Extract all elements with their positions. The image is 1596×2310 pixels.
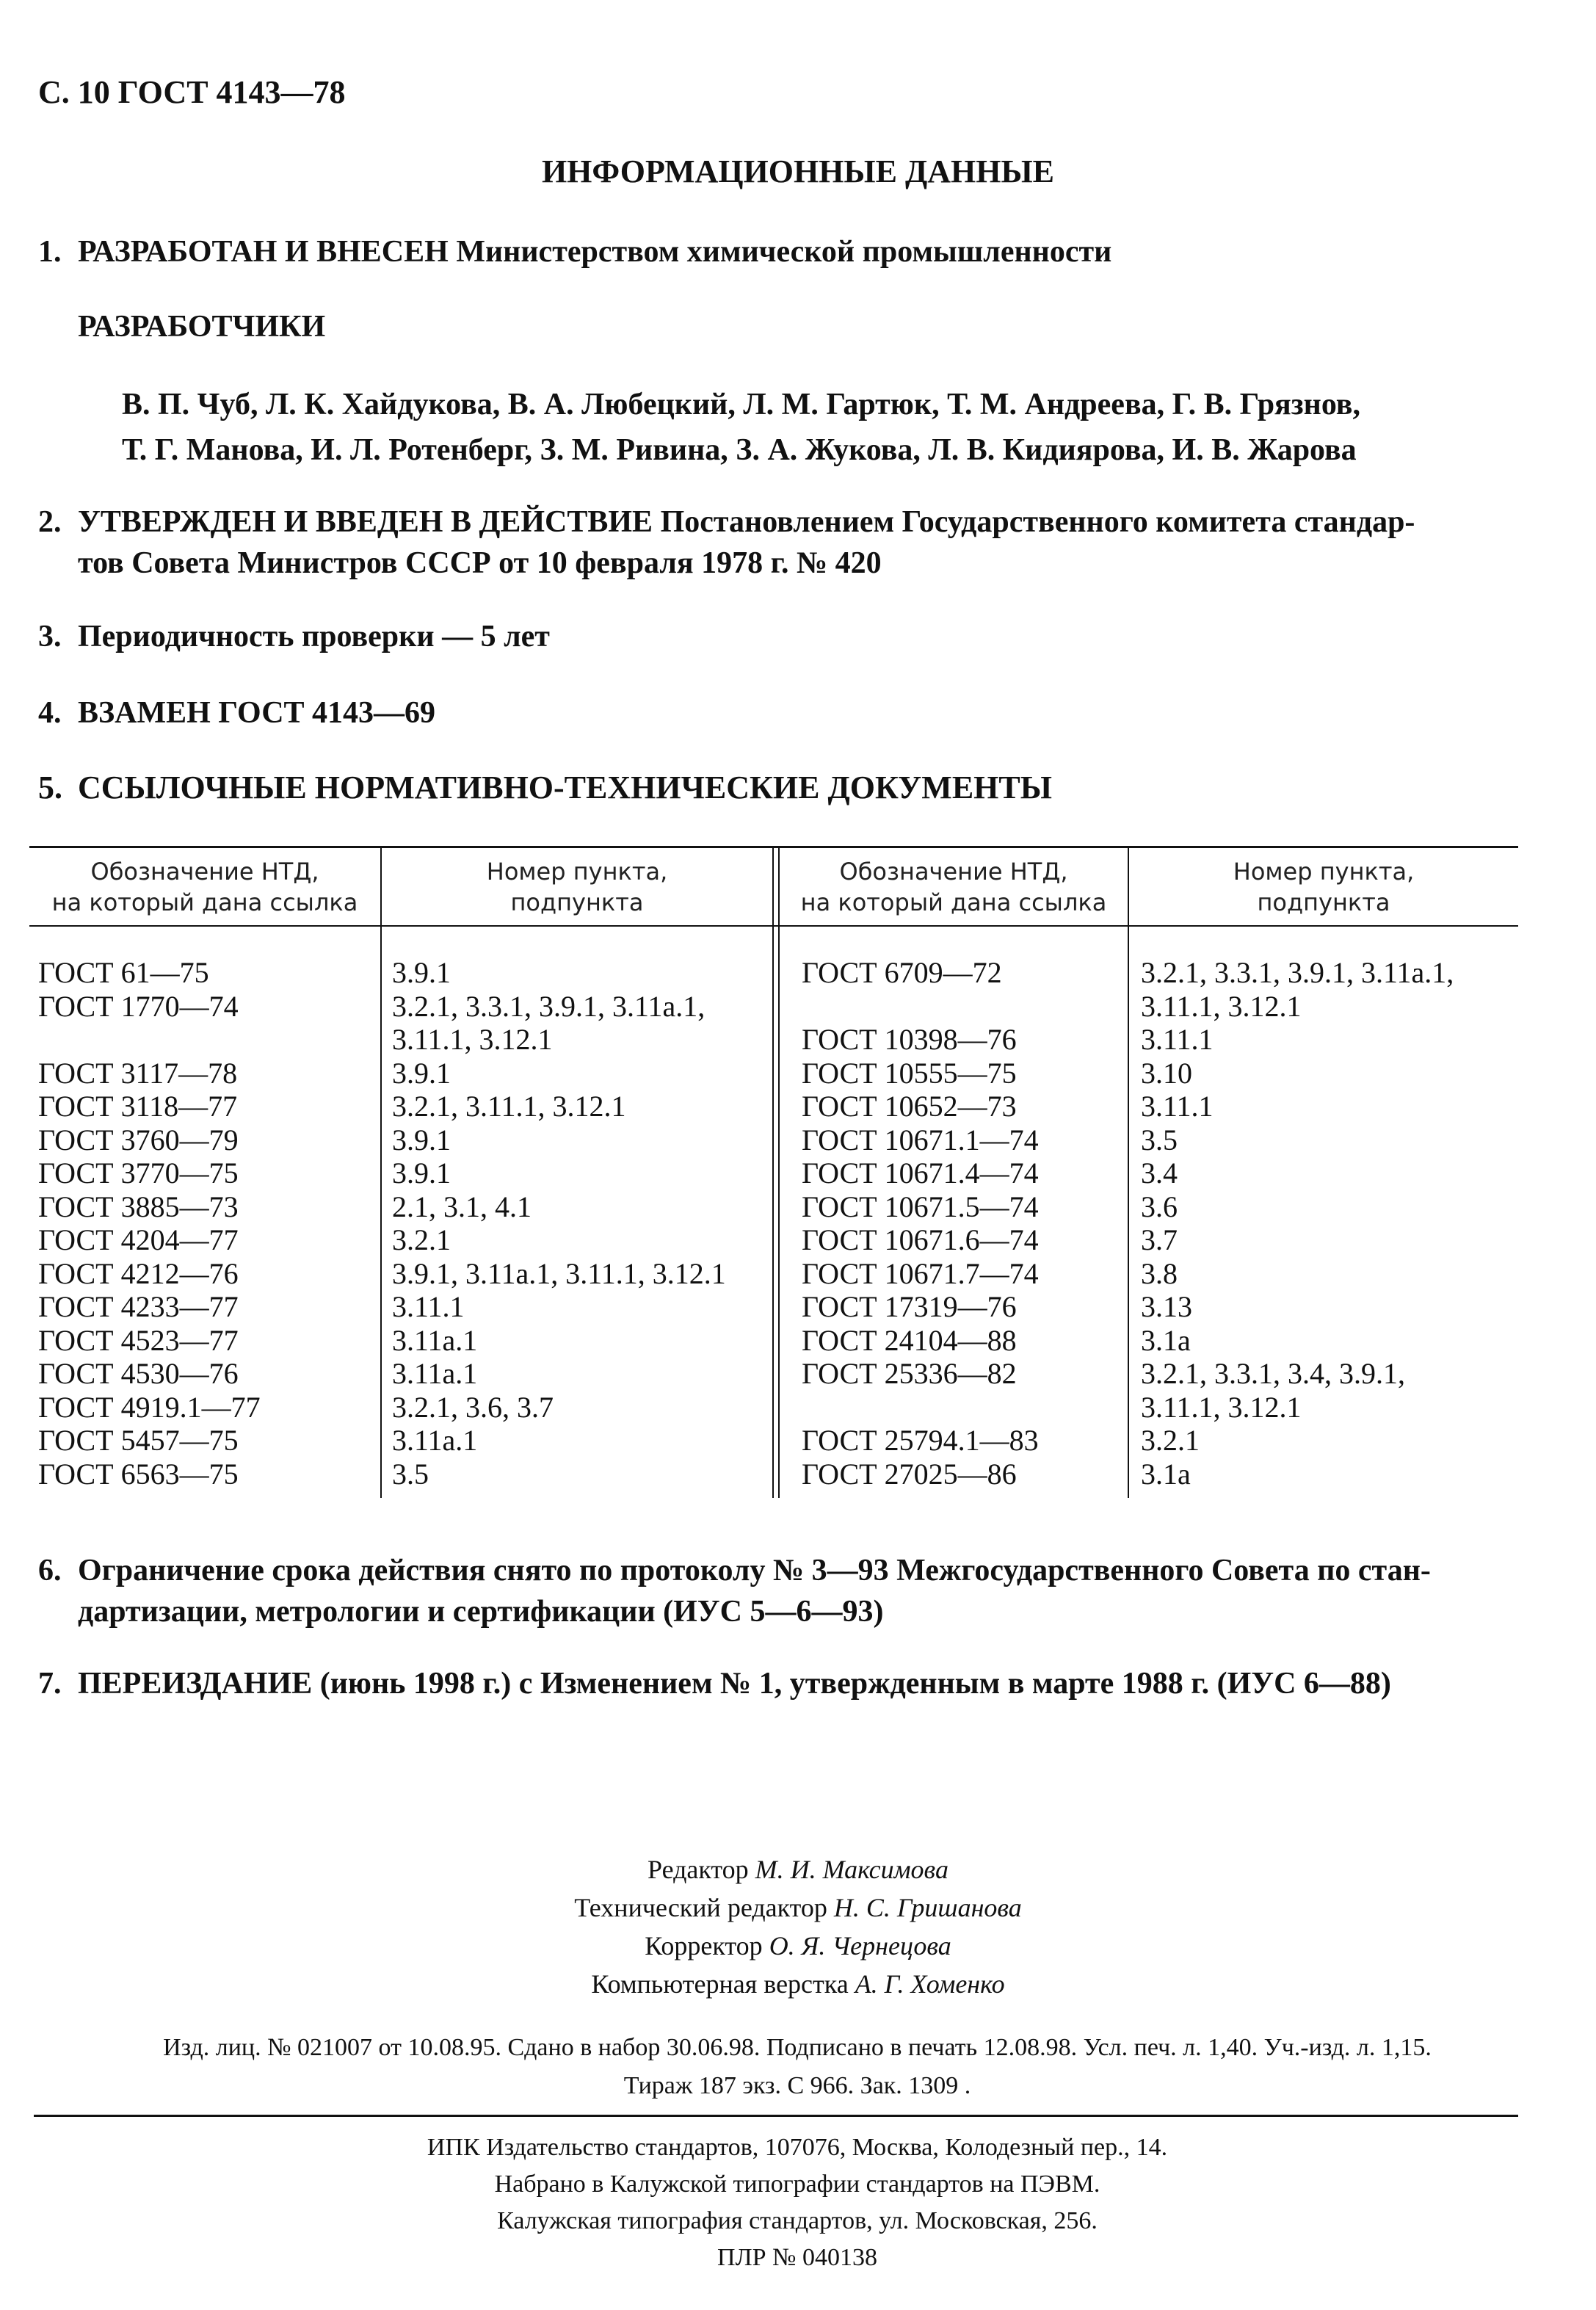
page-header: С. 10 ГОСТ 4143—78 — [38, 74, 346, 110]
table-header-doc-left-text: Обозначение НТД, на который дана ссылка — [51, 858, 358, 916]
table-cell: 3.9.1 — [392, 1156, 451, 1190]
printer-line-1: ИПК Издательство стандартов, 107076, Москва, Колодезный пер., 14. — [427, 2134, 1168, 2161]
table-cell: ГОСТ 4204—77 — [38, 1223, 239, 1256]
table-cell: 3.6 — [1141, 1190, 1178, 1223]
table-cell: 3.5 — [1141, 1123, 1178, 1156]
table-divider-2a — [772, 846, 774, 1498]
table-cell: ГОСТ 4212—76 — [38, 1256, 239, 1290]
table-divider-3 — [1128, 846, 1129, 1498]
table-divider-1 — [380, 846, 382, 1498]
table-cell: 3.2.1, 3.3.1, 3.9.1, 3.11а.1, — [1141, 956, 1454, 989]
table-column-right-points — [1141, 956, 1454, 1491]
table-header-point-right-text: Номер пункта, подпункта — [1233, 858, 1415, 916]
section-2 — [38, 499, 1521, 545]
imprint-layout-label: Компьютерная верстка — [591, 1969, 849, 1999]
developers-names-line-1: В. П. Чуб, Л. К. Хайдукова, В. А. Любецкий, Л. М. Гартюк, Т. М. Андреева, Г. В. Грязнов, — [122, 388, 1360, 421]
table-cell: 3.13 — [1141, 1290, 1192, 1323]
table-cell: ГОСТ 4530—76 — [38, 1357, 239, 1390]
table-cell: ГОСТ 6709—72 — [802, 956, 1002, 989]
table-cell: ГОСТ 61—75 — [38, 956, 209, 989]
section-3 — [38, 614, 550, 659]
table-cell: ГОСТ 10671.6—74 — [802, 1223, 1039, 1256]
section-6-line-1: Ограничение срока действия снято по протоколу № 3—93 Межгосударственного Совета по стан- — [78, 1554, 1431, 1587]
printer-line-2: Набрано в Калужской типографии стандартов на ПЭВМ. — [494, 2170, 1100, 2198]
imprint-editor-name: М. И. Максимова — [755, 1855, 948, 1884]
table-cell: 2.1, 3.1, 4.1 — [392, 1190, 532, 1223]
table-cell: 3.2.1, 3.11.1, 3.12.1 — [392, 1090, 626, 1123]
section-3-text: Периодичность проверки — 5 лет — [78, 620, 550, 653]
table-cell: ГОСТ 27025—86 — [802, 1457, 1017, 1491]
table-header-doc-right — [780, 856, 1128, 918]
section-2-lead: УТВЕРЖДЕН И ВВЕДЕН В ДЕЙСТВИЕ — [78, 505, 653, 539]
section-6-line-2: дартизации, метрологии и сертификации (ИУС 5—6—93) — [78, 1595, 884, 1629]
table-cell: ГОСТ 3770—75 — [38, 1156, 239, 1190]
imprint-editor — [0, 1850, 1596, 1889]
section-2-text-line-1: Постановлением Государственного комитета стандар- — [660, 505, 1415, 539]
section-5-number: 5. — [38, 770, 62, 805]
table-cell: 3.1а — [1141, 1323, 1191, 1357]
table-cell: ГОСТ 4523—77 — [38, 1323, 239, 1357]
table-cell: ГОСТ 4233—77 — [38, 1290, 239, 1323]
section-5 — [38, 765, 1052, 811]
table-header-point-right — [1129, 856, 1518, 918]
section-4 — [38, 690, 435, 736]
section-4-text: ВЗАМЕН ГОСТ 4143—69 — [78, 696, 436, 730]
table-cell: 3.1а — [1141, 1457, 1191, 1491]
publication-line-1: Изд. лиц. № 021007 от 10.08.95. Сдано в набор 30.06.98. Подписано в печать 12.08.98. Усл. печ. л. 1,40. Уч.-изд. л. 1,15. — [163, 2034, 1432, 2061]
section-6 — [38, 1548, 1431, 1593]
table-header-point-left-text: Номер пункта, подпункта — [486, 858, 668, 916]
imprint-editor-label: Редактор — [648, 1855, 749, 1884]
printer-line-4: ПЛР № 040138 — [717, 2244, 877, 2271]
table-cell: ГОСТ 10671.5—74 — [802, 1190, 1039, 1223]
section-4-number: 4. — [38, 696, 62, 730]
table-top-rule — [29, 846, 1518, 848]
reference-table — [29, 846, 1518, 1498]
table-cell: 3.9.1, 3.11а.1, 3.11.1, 3.12.1 — [392, 1256, 726, 1290]
table-cell: 3.11а.1 — [392, 1323, 478, 1357]
table-cell: ГОСТ 1770—74 — [38, 989, 239, 1023]
table-cell: ГОСТ 10555—75 — [802, 1056, 1017, 1090]
table-cell: ГОСТ 3117—78 — [38, 1056, 238, 1090]
section-7-number: 7. — [38, 1667, 62, 1701]
table-cell: ГОСТ 5457—75 — [38, 1424, 239, 1457]
publication-line-2: Тираж 187 экз. С 966. Зак. 1309 . — [623, 2072, 971, 2099]
table-cell: 3.2.1, 3.6, 3.7 — [392, 1390, 554, 1424]
table-column-right-docs — [802, 956, 1039, 1491]
table-cell: 3.11.1 — [1141, 1023, 1214, 1056]
table-cell: 3.8 — [1141, 1256, 1178, 1290]
table-cell: 3.9.1 — [392, 1123, 451, 1156]
table-divider-2b — [778, 846, 780, 1498]
table-cell — [802, 990, 1039, 1024]
page-title: ИНФОРМАЦИОННЫЕ ДАННЫЕ — [541, 153, 1055, 189]
section-1-text: Министерством химической промышленности — [456, 235, 1112, 269]
table-cell: ГОСТ 17319—76 — [802, 1290, 1017, 1323]
developers-names-line-2: Т. Г. Манова, И. Л. Ротенберг, З. М. Ривина, З. А. Жукова, Л. В. Кидиярова, И. В. Жарова — [122, 433, 1357, 467]
imprint-tech-editor — [0, 1889, 1596, 1927]
table-cell: 3.2.1 — [1141, 1424, 1200, 1457]
printer-line-3: Калужская типография стандартов, ул. Московская, 256. — [497, 2207, 1098, 2234]
section-5-text: ССЫЛОЧНЫЕ НОРМАТИВНО-ТЕХНИЧЕСКИЕ ДОКУМЕНТЫ — [78, 770, 1052, 805]
footer-divider — [34, 2115, 1518, 2117]
table-header-point-left — [382, 856, 772, 918]
imprint-corrector-label: Корректор — [645, 1931, 763, 1960]
table-header-doc-right-text: Обозначение НТД, на который дана ссылка — [800, 858, 1107, 916]
table-cell: 3.11.1 — [392, 1290, 465, 1323]
imprint-corrector-name: О. Я. Чернецова — [769, 1931, 951, 1960]
table-cell — [802, 1391, 1039, 1424]
table-cell: 3.10 — [1141, 1056, 1192, 1090]
section-1 — [38, 229, 1111, 275]
table-cell: ГОСТ 24104—88 — [802, 1323, 1017, 1357]
table-cell: ГОСТ 4919.1—77 — [38, 1390, 261, 1424]
table-cell: ГОСТ 25336—82 — [802, 1357, 1017, 1390]
table-cell: 3.11.1, 3.12.1 — [1141, 1390, 1302, 1424]
imprint-tech-editor-name: Н. С. Гришанова — [833, 1893, 1022, 1922]
table-cell — [38, 1023, 261, 1057]
table-cell: ГОСТ 10671.4—74 — [802, 1156, 1039, 1190]
table-cell: 3.9.1 — [392, 1056, 451, 1090]
table-column-left-points — [392, 956, 726, 1491]
table-cell: 3.4 — [1141, 1156, 1178, 1190]
section-2-text-line-2: тов Совета Министров СССР от 10 февраля 1978 г. № 420 — [78, 546, 882, 580]
developers-label: РАЗРАБОТЧИКИ — [78, 310, 326, 344]
section-1-number: 1. — [38, 235, 62, 269]
table-column-left-docs — [38, 956, 261, 1491]
table-cell: ГОСТ 10671.1—74 — [802, 1123, 1039, 1156]
table-cell: 3.11а.1 — [392, 1424, 478, 1457]
table-cell: 3.11.1, 3.12.1 — [392, 1023, 553, 1056]
table-cell: 3.11а.1 — [392, 1357, 478, 1390]
table-cell: ГОСТ 3885—73 — [38, 1190, 239, 1223]
section-2-number: 2. — [38, 505, 62, 539]
section-7 — [38, 1661, 1391, 1706]
table-cell: 3.11.1, 3.12.1 — [1141, 989, 1302, 1023]
table-cell: ГОСТ 10652—73 — [802, 1090, 1017, 1123]
section-7-text: ПЕРЕИЗДАНИЕ (июнь 1998 г.) с Изменением № 1, утвержденным в марте 1988 г. (ИУС 6—88) — [78, 1667, 1391, 1701]
imprint-layout — [0, 1965, 1596, 2003]
table-cell: 3.7 — [1141, 1223, 1178, 1256]
table-header-rule — [29, 925, 1518, 927]
section-6-number: 6. — [38, 1554, 62, 1587]
imprint-corrector — [0, 1927, 1596, 1965]
section-1-lead: РАЗРАБОТАН И ВНЕСЕН — [78, 235, 449, 269]
table-cell: ГОСТ 10398—76 — [802, 1023, 1017, 1056]
table-cell: ГОСТ 3118—77 — [38, 1090, 238, 1123]
table-cell: 3.5 — [392, 1457, 429, 1491]
table-cell: ГОСТ 10671.7—74 — [802, 1256, 1039, 1290]
table-cell: 3.2.1, 3.3.1, 3.9.1, 3.11а.1, — [392, 989, 705, 1023]
table-cell: ГОСТ 25794.1—83 — [802, 1424, 1039, 1457]
table-cell: ГОСТ 3760—79 — [38, 1123, 239, 1156]
table-cell: 3.2.1 — [392, 1223, 451, 1256]
table-cell: 3.9.1 — [392, 956, 451, 989]
section-3-number: 3. — [38, 620, 62, 653]
imprint-tech-editor-label: Технический редактор — [574, 1893, 827, 1922]
table-cell: 3.11.1 — [1141, 1090, 1214, 1123]
table-cell: ГОСТ 6563—75 — [38, 1457, 239, 1491]
imprint-layout-name: А. Г. Хоменко — [855, 1969, 1005, 1999]
developers-names — [122, 382, 1517, 473]
table-cell: 3.2.1, 3.3.1, 3.4, 3.9.1, — [1141, 1357, 1405, 1390]
table-header-doc-left — [29, 856, 380, 918]
